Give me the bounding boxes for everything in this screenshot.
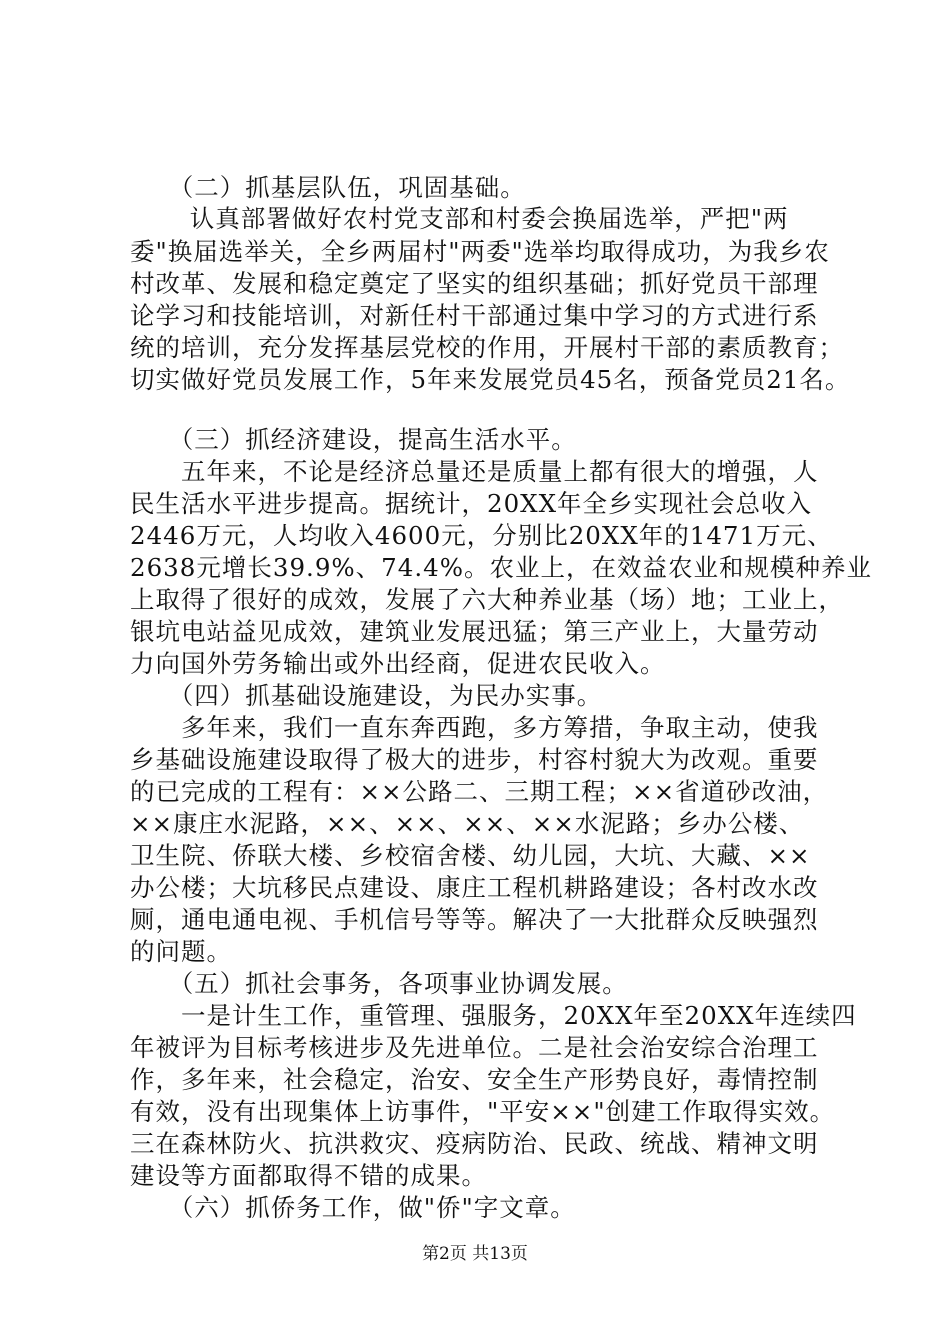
paragraph-line: 乡基础设施建设取得了极大的进步，村容村貌大为改观。重要 <box>130 745 819 774</box>
paragraph-line: 多年来，我们一直东奔西跑，多方筹措，争取主动，使我 <box>130 713 819 742</box>
paragraph-line: 民生活水平进步提高。据统计，20XX年全乡实现社会总收入 <box>130 489 813 518</box>
paragraph-line: 建设等方面都取得不错的成果。 <box>130 1161 487 1190</box>
section-heading-5: （五）抓社会事务，各项事业协调发展。 <box>130 969 628 998</box>
paragraph-line: 力向国外劳务输出或外出经商，促进农民收入。 <box>130 649 666 678</box>
section-heading-6: （六）抓侨务工作，做"侨"字文章。 <box>130 1193 576 1222</box>
paragraph-line: 上取得了很好的成效，发展了六大种养业基（场）地；工业上， <box>130 585 844 614</box>
paragraph-line: 三在森林防火、抗洪救灾、疫病防治、民政、统战、精神文明 <box>130 1129 819 1158</box>
paragraph-line: 委"换届选举关，全乡两届村"两委"选举均取得成功，为我乡农 <box>130 237 830 266</box>
paragraph-line: 有效，没有出现集体上访事件，"平安××"创建工作取得实效。 <box>130 1097 836 1126</box>
paragraph-line: 五年来，不论是经济总量还是质量上都有很大的增强，人 <box>130 457 819 486</box>
paragraph-line: 论学习和技能培训，对新任村干部通过集中学习的方式进行系 <box>130 301 819 330</box>
page-number-footer: 第2页 共13页 <box>422 1244 528 1264</box>
paragraph-line: 2638元增长39.9%、74.4%。农业上，在效益农业和规模种养业 <box>130 553 873 582</box>
paragraph-line: 卫生院、侨联大楼、乡校宿舍楼、幼儿园，大坑、大藏、×× <box>130 841 811 870</box>
section-heading-4: （四）抓基础设施建设，为民办实事。 <box>130 681 603 710</box>
section-heading-3: （三）抓经济建设，提高生活水平。 <box>130 425 577 454</box>
paragraph-line: 办公楼；大坑移民点建设、康庄工程机耕路建设；各村改水改 <box>130 873 819 902</box>
paragraph-line: 村改革、发展和稳定奠定了坚实的组织基础；抓好党员干部理 <box>130 269 819 298</box>
paragraph-line: 银坑电站益见成效，建筑业发展迅猛；第三产业上，大量劳动 <box>130 617 819 646</box>
paragraph-line: 的问题。 <box>130 937 232 966</box>
paragraph-line: 切实做好党员发展工作，5年来发展党员45名，预备党员21名。 <box>130 365 851 394</box>
paragraph-line: 厕，通电通电视、手机信号等等。解决了一大批群众反映强烈 <box>130 905 819 934</box>
paragraph-line: 作，多年来，社会稳定，治安、安全生产形势良好，毒情控制 <box>130 1065 819 1094</box>
paragraph-line: 认真部署做好农村党支部和村委会换届选举，严把"两 <box>130 204 789 233</box>
paragraph-line: 2446万元，人均收入4600元，分别比20XX年的1471万元、 <box>130 521 833 550</box>
section-heading-2: （二）抓基层队伍，巩固基础。 <box>130 173 526 202</box>
paragraph-line: 的已完成的工程有：××公路二、三期工程；××省道砂改油， <box>130 777 829 806</box>
paragraph-line: 一是计生工作，重管理、强服务，20XX年至20XX年连续四 <box>130 1001 857 1030</box>
paragraph-line: 统的培训，充分发挥基层党校的作用，开展村干部的素质教育； <box>130 333 844 362</box>
paragraph-line: 年被评为目标考核进步及先进单位。二是社会治安综合治理工 <box>130 1033 819 1062</box>
paragraph-line: ××康庄水泥路，××、××、××、××水泥路；乡办公楼、 <box>130 809 805 838</box>
